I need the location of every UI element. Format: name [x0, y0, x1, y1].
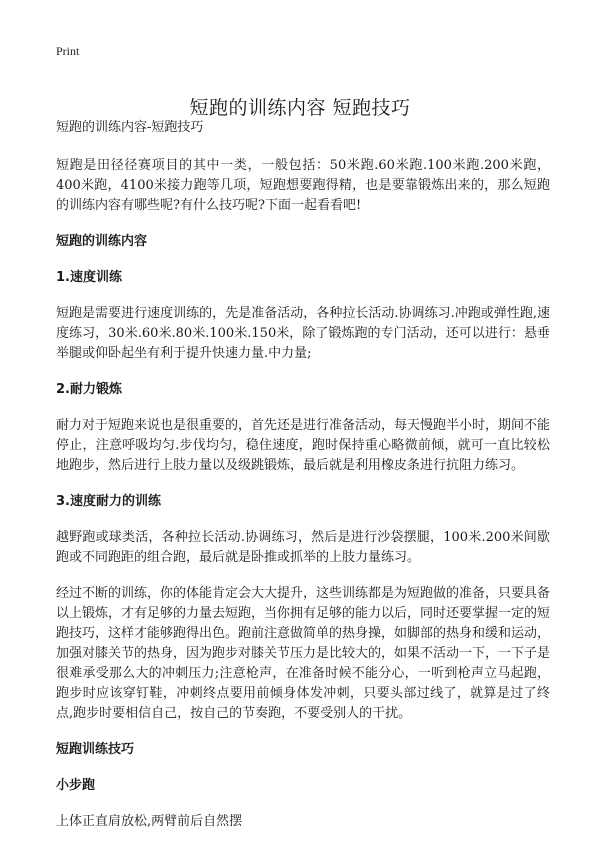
endurance-training-paragraph: 耐力对于短跑来说也是很重要的，首先还是进行准备活动，每天慢跑半小时，期间不能停止，注意呼吸均匀.步伐均匀，稳住速度，跑时保持重心略微前倾，就可一直比较松地跑步，然后进行上肢力量以及级跳锻炼，最后就是利用橡皮条进行抗阻力练习。 [56, 418, 551, 473]
speed-training-paragraph: 短跑是需要进行速度训练的，先是准备活动，各种拉长活动.协调练习.冲跑或弹性跑,速度练习，30米.60米.80米.100米.150米，除了锻炼跑的专门活动，还可以进行：悬垂举腿或仰卧起坐有利于提升快速力量.中力量; [56, 306, 550, 361]
section-heading-techniques: 短跑训练技巧 [56, 742, 135, 757]
section-heading-training-content: 短跑的训练内容 [56, 234, 148, 249]
summary-paragraph: 经过不断的训练，你的体能肯定会大大提升，这些训练都是为短跑做的准备，只要具备以上锻炼，才有足够的力量去短跑，当你拥有足够的能力以后，同时还要掌握一定的短跑技巧，这样才能够跑得出色。跑前注意做简单的热身操，如脚部的热身和缓和运动，加强对膝关节的热身，因为跑步对膝关节压力是比较大的，如果不活动一下，一下子是很难承受那么大的冲刺压力;注意枪声，在准备时候不能分心，一听到枪声立马起跑，跑步时应该穿钉鞋，冲刺终点要用前倾身体发冲刺，只要头部过线了，就算是过了终点,跑步时要相信自己，按自己的节奏跑，不要受别人的干扰。 [56, 586, 551, 721]
speed-endurance-paragraph: 越野跑或球类活，各种拉长活动.协调练习，然后是进行沙袋摆腿，100米.200米间歇跑或不同跑距的组合跑，最后就是卧推或抓举的上肢力量练习。 [56, 530, 550, 565]
small-step-paragraph: 上体正直肩放松,两臂前后自然摆 [56, 814, 243, 829]
subheading-endurance-training: 2.耐力锻炼 [56, 382, 122, 397]
article-subtitle: 短跑的训练内容-短跑技巧 [56, 120, 204, 135]
page-title: 短跑的训练内容 短跑技巧 [189, 96, 411, 119]
article-body [56, 118, 550, 848]
print-link[interactable]: Print [56, 44, 80, 58]
subheading-speed-training: 1.速度训练 [56, 270, 122, 285]
subheading-speed-endurance: 3.速度耐力的训练 [56, 494, 161, 509]
subheading-small-step-run: 小步跑 [56, 778, 96, 793]
intro-paragraph: 短跑是田径径赛项目的其中一类，一般包括：50米跑.60米跑.100米跑.200米跑，400米跑，4100米接力跑等几项，短跑想要跑得精，也是要靠锻炼出来的，那么短跑的训练内容有哪些呢?有什么技巧呢?下面一起看看吧! [56, 158, 550, 213]
